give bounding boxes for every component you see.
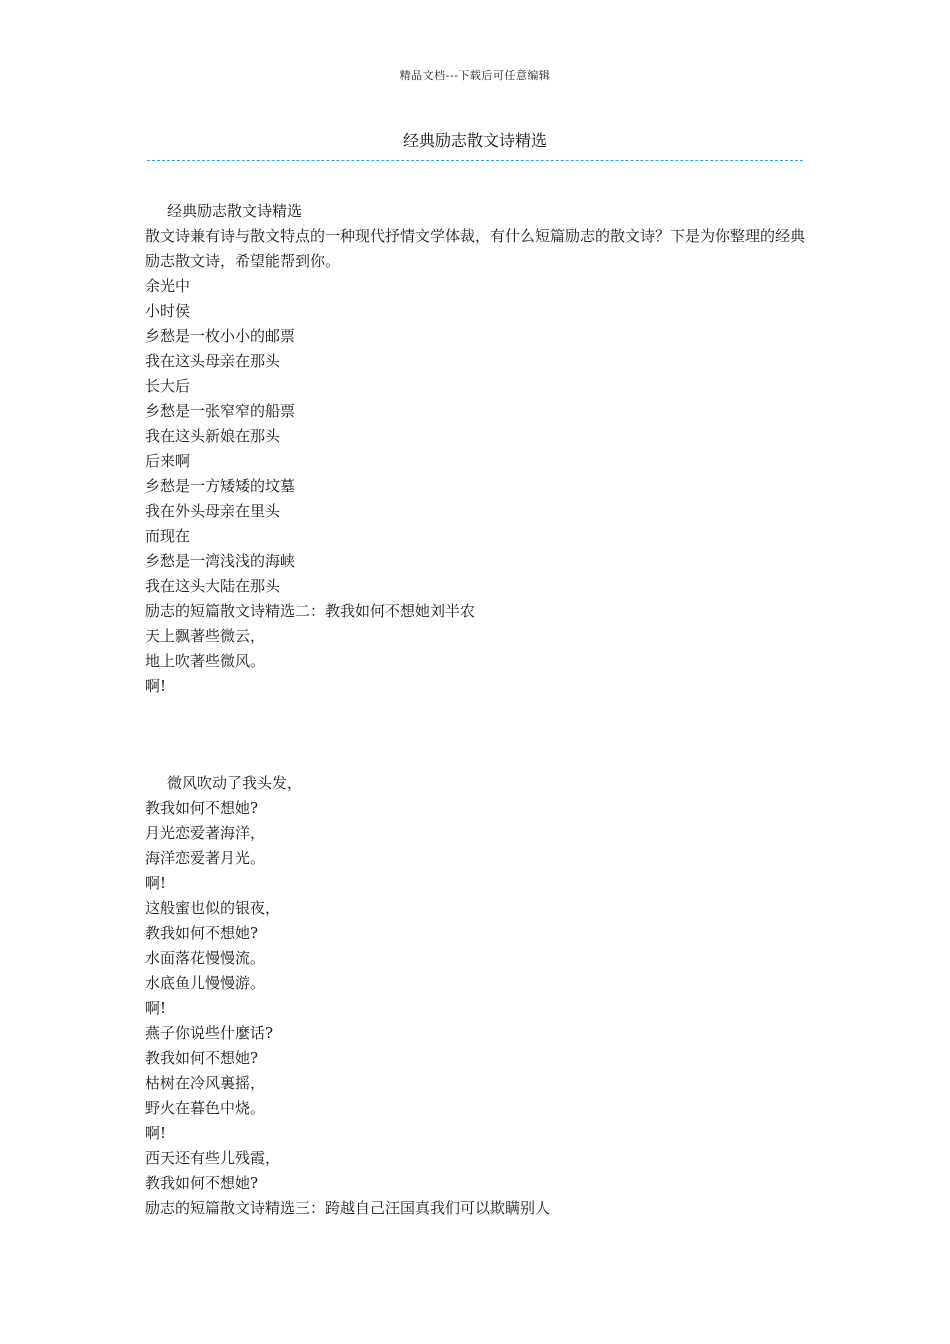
document-title: 经典励志散文诗精选	[402, 131, 547, 150]
body-section-1	[145, 199, 815, 699]
poem-line: 我在这头母亲在那头	[145, 352, 281, 370]
poem-line: 小时侯	[145, 302, 191, 320]
poem-line: 乡愁是一湾浅浅的海峡	[145, 552, 296, 570]
poem-line: 水底鱼儿慢慢游。	[145, 974, 266, 992]
poem-line: 天上飘著些微云，	[145, 627, 266, 645]
poem-line: 教我如何不想她?	[145, 924, 259, 942]
poem-line: 我在这头大陆在那头	[145, 577, 281, 595]
poem-line: 我在外头母亲在里头	[145, 502, 281, 520]
poem-line: 教我如何不想她?	[145, 799, 259, 817]
poem-line: 啊!	[145, 1124, 167, 1142]
section-heading: 励志的短篇散文诗精选二：教我如何不想她刘半农	[145, 602, 476, 620]
poem-line: 啊!	[145, 677, 167, 695]
poem-line: 余光中	[145, 277, 191, 295]
poem-line: 教我如何不想她?	[145, 1049, 259, 1067]
poem-line: 乡愁是一方矮矮的坟墓	[145, 477, 296, 495]
poem-line: 野火在暮色中烧。	[145, 1099, 266, 1117]
body-section-2	[145, 771, 815, 1221]
poem-line: 乡愁是一枚小小的邮票	[145, 327, 296, 345]
poem-line: 乡愁是一张窄窄的船票	[145, 402, 296, 420]
section-subtitle: 经典励志散文诗精选	[167, 202, 303, 220]
poem-line: 海洋恋爱著月光。	[145, 849, 266, 867]
poem-line: 啊!	[145, 999, 167, 1017]
poem-line: 啊!	[145, 874, 167, 892]
poem-line: 枯树在冷风裏摇，	[145, 1074, 266, 1092]
poem-line: 燕子你说些什麼话?	[145, 1024, 274, 1042]
poem-line: 我在这头新娘在那头	[145, 427, 281, 445]
poem-line: 后来啊	[145, 452, 191, 470]
poem-line: 这般蜜也似的银夜，	[145, 899, 281, 917]
poem-line: 微风吹动了我头发，	[167, 774, 303, 792]
poem-line: 教我如何不想她?	[145, 1174, 259, 1192]
poem-line: 地上吹著些微风。	[145, 652, 266, 670]
poem-line: 而现在	[145, 527, 191, 545]
title-divider	[147, 160, 803, 161]
poem-line: 长大后	[145, 377, 191, 395]
poem-line: 月光恋爱著海洋，	[145, 824, 266, 842]
section-heading: 励志的短篇散文诗精选三：跨越自己汪国真我们可以欺瞒别人	[145, 1199, 551, 1217]
intro-paragraph: 散文诗兼有诗与散文特点的一种现代抒情文学体裁，有什么短篇励志的散文诗？下是为你整理的经典励志散文诗，希望能帮到你。	[145, 227, 806, 270]
poem-line: 水面落花慢慢流。	[145, 949, 266, 967]
poem-line: 西天还有些儿残霞，	[145, 1149, 281, 1167]
page-header-note: 精品文档---下载后可任意编辑	[399, 69, 551, 82]
